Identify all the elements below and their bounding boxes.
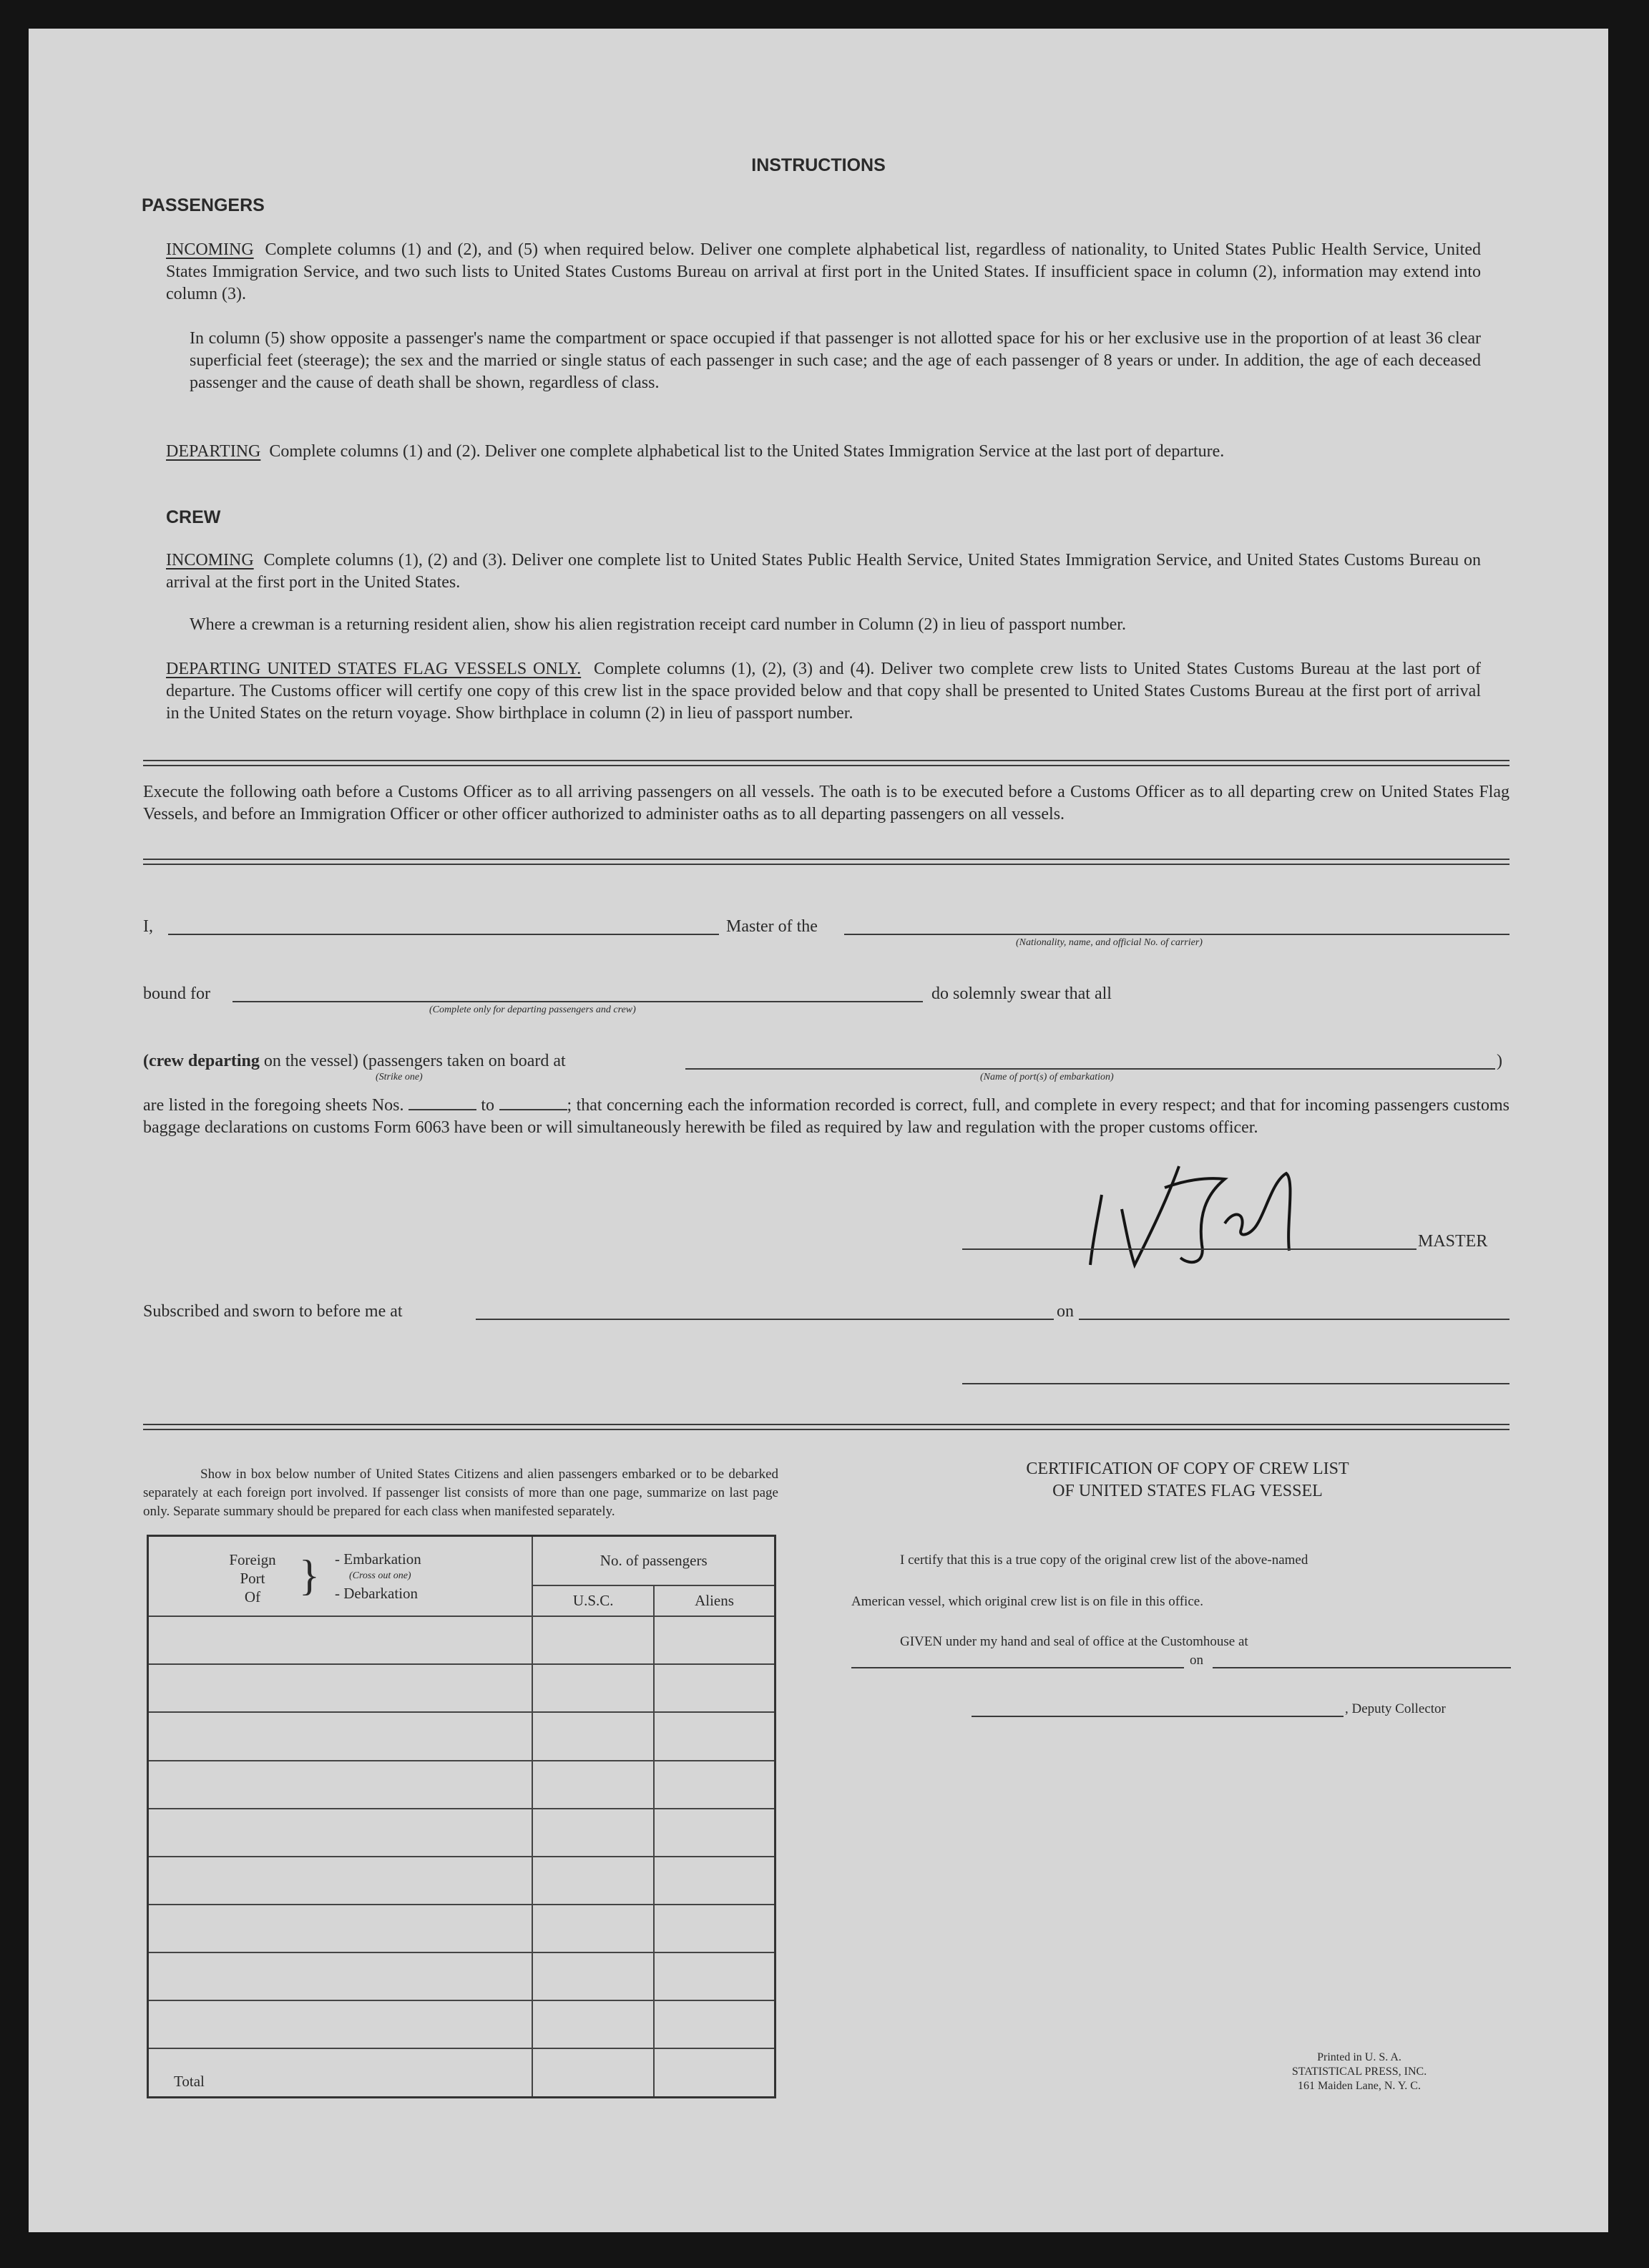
sworn-place-field[interactable] xyxy=(476,1319,1054,1320)
sheet-to-field[interactable] xyxy=(499,1109,567,1110)
crew-departing-option[interactable]: (crew departing xyxy=(143,1052,260,1070)
port-cell[interactable] xyxy=(148,1905,533,1952)
usc-cell[interactable] xyxy=(532,1664,654,1712)
sheet-from-field[interactable] xyxy=(408,1109,476,1110)
usc-cell[interactable] xyxy=(532,2000,654,2048)
crew-departing-paragraph xyxy=(166,658,1481,725)
strike-caption: (Strike one) xyxy=(376,1072,423,1082)
usc-cell[interactable] xyxy=(532,1809,654,1857)
subscribed-label: Subscribed and sworn to before me at xyxy=(143,1302,403,1321)
port-cell[interactable] xyxy=(148,1712,533,1760)
bound-for-field[interactable] xyxy=(233,1001,923,1002)
certification-title xyxy=(830,1458,1545,1502)
foreign-port-header xyxy=(148,1536,533,1617)
total-aliens-cell[interactable] xyxy=(654,2048,775,2097)
port-cell[interactable] xyxy=(148,1664,533,1712)
oath-statement xyxy=(143,1095,1509,1139)
certification-title-line1: CERTIFICATION OF COPY OF CREW LIST xyxy=(1026,1460,1349,1478)
master-of-label: Master of the xyxy=(726,917,818,936)
cross-out-caption: (Cross out one) xyxy=(349,1570,411,1582)
crew-heading: CREW xyxy=(166,507,221,527)
aliens-cell[interactable] xyxy=(654,1761,775,1809)
sworn-on-label: on xyxy=(1057,1302,1074,1321)
passengers-departing-label: DEPARTING xyxy=(166,442,261,461)
divider xyxy=(143,859,1509,865)
master-name-field[interactable] xyxy=(168,934,719,935)
oath-intro-paragraph: Execute the following oath before a Customs Officer as to all arriving passengers on all vessels. The oath is to be executed before a Customs Officer as to all departing crew on United States Flag Vessels, and before an Immigration Officer or other officer authorized to administer oaths as to all departing passengers on all vessels. xyxy=(143,783,1509,823)
port-cell[interactable] xyxy=(148,1761,533,1809)
divider xyxy=(143,760,1509,766)
listed-to-text: to xyxy=(481,1096,495,1115)
aliens-cell[interactable] xyxy=(654,1857,775,1905)
passengers-incoming-label: INCOMING xyxy=(166,240,254,259)
passenger-summary-table xyxy=(147,1535,776,2098)
customhouse-field[interactable] xyxy=(851,1667,1184,1668)
crew-departing-text: Complete columns (1), (2), (3) and (4). Deliver two complete crew lists to United States Customs Bureau at the last port of departure. The Customs officer will certify one copy of this crew list in the space provided below and that copy shall be presented to United States Customs Bureau at the first port of arrival in the United States on the return voyage. Show birthplace in column (2) in lieu of passport number. xyxy=(166,660,1481,723)
usc-cell[interactable] xyxy=(532,1616,654,1664)
master-signature xyxy=(1059,1138,1316,1274)
master-signature-line[interactable] xyxy=(962,1248,1416,1250)
total-label: Total xyxy=(148,2048,533,2097)
certify-text-a: I certify that this is a true copy of the original crew list of the above-named xyxy=(900,1553,1308,1568)
crew-incoming-paragraph xyxy=(166,549,1481,594)
document-sheet xyxy=(29,29,1608,2232)
oath-i-label: I, xyxy=(143,917,153,936)
usc-cell[interactable] xyxy=(532,1761,654,1809)
passengers-column5-paragraph: In column (5) show opposite a passenger's name the compartment or space occupied if that passenger is not allotted space for his or her exclusive use in the proportion of at least 36 clear superficial feet (steerage); the sex and the married or single status of each passenger in such case; and the age of each passenger of 8 years or under. In addition, the age of each deceased passenger and the cause of death shall be shown, regardless of class. xyxy=(190,329,1481,392)
divider xyxy=(143,1424,1509,1430)
port-cell[interactable] xyxy=(148,1809,533,1857)
crew-incoming-label: INCOMING xyxy=(166,551,254,570)
passengers-taken-option[interactable]: (passengers taken on board at xyxy=(362,1052,566,1070)
debarkation-option[interactable]: - Debarkation xyxy=(335,1585,419,1603)
master-label: MASTER xyxy=(1418,1232,1488,1251)
crew-departing-label: DEPARTING UNITED STATES FLAG VESSELS ONLY. xyxy=(166,660,582,678)
passengers-incoming-text: Complete columns (1) and (2), and (5) when required below. Deliver one complete alphabetical list, regardless of nationality, to United States Public Health Service, United States Immigration Service, and two such lists to United States Customs Bureau on arrival at first port in the United States. If insufficient space in column (2), information may extend into column (3). xyxy=(166,240,1482,303)
passengers-departing-text: Complete columns (1) and (2). Deliver one complete alphabetical list to the United States Immigration Service at the last port of departure. xyxy=(269,442,1225,461)
no-passengers-header: No. of passengers xyxy=(532,1536,775,1586)
usc-header: U.S.C. xyxy=(532,1585,654,1616)
port-cell[interactable] xyxy=(148,2000,533,2048)
bound-caption: (Complete only for departing passengers and crew) xyxy=(429,1005,636,1015)
aliens-cell[interactable] xyxy=(654,1809,775,1857)
sworn-date-field[interactable] xyxy=(1079,1319,1509,1320)
aliens-cell[interactable] xyxy=(654,1712,775,1760)
certify-text-b: American vessel, which original crew list is on file in this office. xyxy=(851,1594,1203,1609)
aliens-cell[interactable] xyxy=(654,1664,775,1712)
cert-on-label: on xyxy=(1190,1653,1203,1668)
instructions-title: INSTRUCTIONS xyxy=(751,155,886,175)
crew-passengers-line xyxy=(143,1050,566,1072)
port-cell[interactable] xyxy=(148,1952,533,2000)
aliens-cell[interactable] xyxy=(654,1616,775,1664)
passengers-incoming-paragraph xyxy=(166,239,1481,306)
port-cell[interactable] xyxy=(148,1857,533,1905)
imprint-line2: STATISTICAL PRESS, INC. xyxy=(1291,2066,1427,2078)
close-paren: ) xyxy=(1497,1052,1502,1070)
swear-label: do solemnly swear that all xyxy=(931,984,1112,1003)
carrier-caption: (Nationality, name, and official No. of carrier) xyxy=(1016,937,1203,948)
cert-date-field[interactable] xyxy=(1213,1667,1511,1668)
carrier-field[interactable] xyxy=(844,934,1509,935)
usc-cell[interactable] xyxy=(532,1952,654,2000)
bound-for-label: bound for xyxy=(143,984,210,1003)
printer-imprint xyxy=(1216,2051,1502,2093)
passengers-heading: PASSENGERS xyxy=(142,195,265,215)
aliens-cell[interactable] xyxy=(654,2000,775,2048)
deputy-signature-field[interactable] xyxy=(972,1716,1344,1717)
ports-caption: (Name of port(s) of embarkation) xyxy=(980,1072,1114,1082)
total-usc-cell[interactable] xyxy=(532,2048,654,2097)
certification-title-line2: OF UNITED STATES FLAG VESSEL xyxy=(1052,1482,1323,1500)
aliens-header: Aliens xyxy=(654,1585,775,1616)
crew-incoming-text: Complete columns (1), (2) and (3). Deliver one complete list to United States Public Health Service, United States Immigration Service, and United States Customs Bureau on arrival at the first port in the United States. xyxy=(166,551,1482,592)
embarkation-ports-field[interactable] xyxy=(685,1068,1495,1070)
embarkation-option[interactable]: - Embarkation xyxy=(335,1550,421,1568)
on-vessel-text: on the vessel) xyxy=(263,1052,358,1070)
deputy-collector-label: , Deputy Collector xyxy=(1345,1701,1446,1716)
officer-signature-line[interactable] xyxy=(962,1383,1509,1384)
listed-b-text: ; that concerning each the information recorded is correct, full, and complete in every respect; and that for incoming passengers customs baggage declarations on customs Form 6063 have been or will simultaneously herewith be filed as required by law and regulation with the proper customs officer. xyxy=(143,1096,1510,1137)
usc-cell[interactable] xyxy=(532,1712,654,1760)
aliens-cell[interactable] xyxy=(654,1952,775,2000)
aliens-cell[interactable] xyxy=(654,1905,775,1952)
given-text: GIVEN under my hand and seal of office at the Customhouse at xyxy=(900,1634,1248,1649)
brace-glyph: } xyxy=(299,1552,320,1600)
crew-resident-paragraph: Where a crewman is a returning resident alien, show his alien registration receipt card number in Column (2) in lieu of passport number. xyxy=(190,615,1126,634)
foreign-port-of-label: Foreign Port Of xyxy=(229,1551,276,1606)
passengers-departing-paragraph xyxy=(166,441,1481,463)
imprint-line1: Printed in U. S. A. xyxy=(1317,2051,1401,2063)
usc-cell[interactable] xyxy=(532,1905,654,1952)
summary-instruction: Show in box below number of United States Citizens and alien passengers embarked or to be debarked separately at each foreign port involved. If passenger list consists of more than one page, summarize on last page only. Separate summary should be prepared for each class when manifested separately. xyxy=(143,1467,778,1519)
imprint-line3: 161 Maiden Lane, N. Y. C. xyxy=(1298,2080,1421,2092)
usc-cell[interactable] xyxy=(532,1857,654,1905)
listed-a-text: are listed in the foregoing sheets Nos. xyxy=(143,1096,404,1115)
port-cell[interactable] xyxy=(148,1616,533,1664)
